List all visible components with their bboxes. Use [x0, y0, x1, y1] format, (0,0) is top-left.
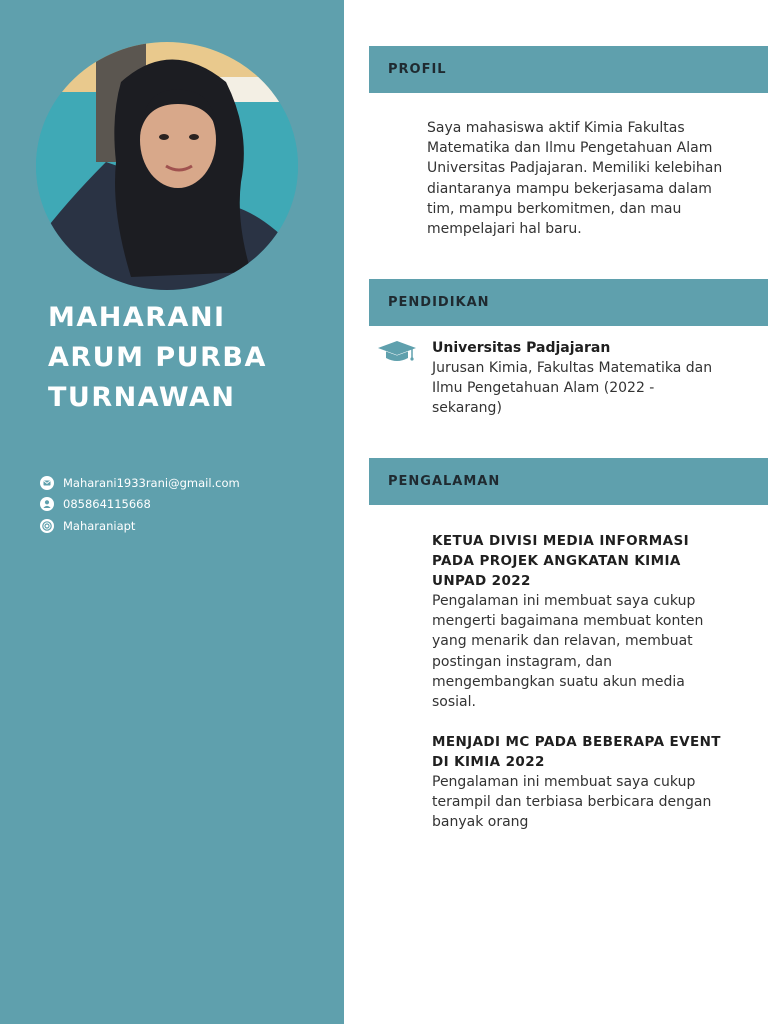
contact-instagram-text: Maharaniapt: [63, 518, 136, 533]
contact-list: [40, 472, 240, 537]
education-description: Jurusan Kimia, Fakultas Matematika dan Ilmu Pengetahuan Alam (2022 - sekarang): [432, 360, 713, 416]
contact-phone[interactable]: [40, 494, 240, 516]
pengalaman-heading: PENGALAMAN: [388, 474, 501, 489]
contact-phone-text: 085864115668: [63, 497, 151, 512]
name-line-2: ARUM PURBA: [48, 342, 267, 373]
email-icon: [40, 476, 54, 490]
education-entry: [376, 338, 746, 418]
full-name: [48, 298, 328, 418]
profile-photo-illustration: [36, 42, 298, 290]
experience-title: KETUA DIVISI MEDIA INFORMASI PADA PROJEK ANGKATAN KIMIA UNPAD 2022: [432, 533, 690, 589]
name-line-1: MAHARANI: [48, 302, 226, 333]
instagram-icon: [40, 519, 54, 533]
profil-text: Saya mahasiswa aktif Kimia Fakultas Matematika dan Ilmu Pengetahuan Alam Universitas Padjajaran. Memiliki kelebihan diantaranya mampu bekerjasama dalam tim, mampu berkomitmen, dan mau mempelajari hal baru.: [427, 120, 723, 238]
name-line-3: TURNAWAN: [48, 382, 236, 413]
experience-entry-1: [432, 531, 722, 712]
contact-instagram[interactable]: [40, 515, 240, 537]
section-header-profil: [369, 46, 768, 93]
pendidikan-heading: PENDIDIKAN: [388, 295, 490, 310]
section-header-pendidikan: [369, 279, 768, 326]
experience-entry-2: [432, 732, 722, 833]
experience-title: MENJADI MC PADA BEBERAPA EVENT DI KIMIA 2022: [432, 734, 721, 770]
profile-photo: [36, 42, 298, 290]
experience-description: Pengalaman ini membuat saya cukup mengerti bagaimana membuat konten yang menarik dan relavan, membuat postingan instagram, dan mengembangkan suatu akun media sosial.: [432, 593, 704, 711]
experience-description: Pengalaman ini membuat saya cukup terampil dan terbiasa berbicara dengan banyak orang: [432, 774, 712, 831]
section-header-pengalaman: [369, 458, 768, 505]
graduation-cap-icon: [376, 338, 418, 366]
contact-email[interactable]: [40, 472, 240, 494]
phone-icon: [40, 497, 54, 511]
education-title: Universitas Padjajaran: [432, 340, 611, 356]
contact-email-text: Maharani1933rani@gmail.com: [63, 475, 240, 490]
sidebar: [0, 0, 344, 1024]
profil-heading: PROFIL: [388, 62, 447, 77]
